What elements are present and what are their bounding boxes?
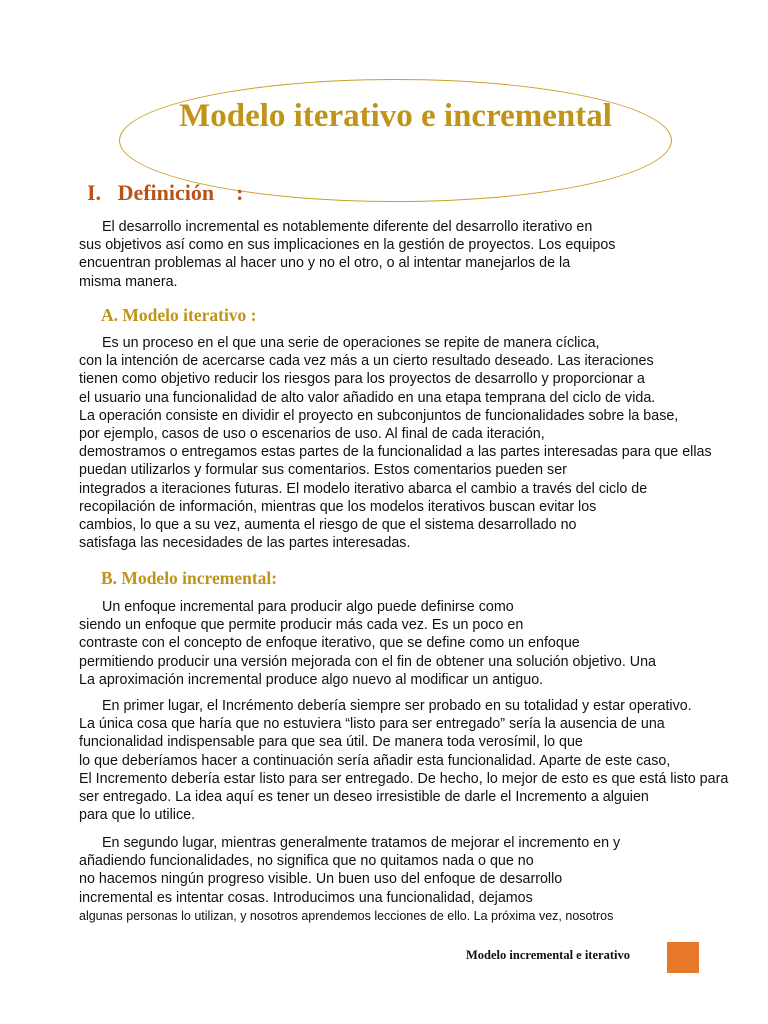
- paragraph-line: El Incremento debería estar listo para ser entregado. De hecho, lo mejor de esto es que está listo para: [79, 770, 729, 787]
- paragraph-line: En segundo lugar, mientras generalmente tratamos de mejorar el incremento en y: [102, 835, 621, 851]
- paragraph-line: cambios, lo que a su vez, aumenta el riesgo de que el sistema desarrollado no: [79, 516, 577, 533]
- footer-accent-square: [667, 942, 699, 973]
- paragraph-line: algunas personas lo utilizan, y nosotros aprendemos lecciones de ello. La próxima vez, nosotros: [79, 908, 614, 923]
- paragraph-line: con la intención de acercarse cada vez más a un cierto resultado deseado. Las iteraciones: [79, 353, 654, 370]
- paragraph-line: tienen como objetivo reducir los riesgos para los proyectos de desarrollo y proporcionar a: [79, 371, 645, 388]
- paragraph-line: recopilación de información, mientras que los modelos iterativos buscan evitar los: [79, 498, 597, 515]
- paragraph-line: demostramos o entregamos estas partes de la funcionalidad a las partes interesadas para que ellas: [79, 444, 712, 461]
- paragraph-line: misma manera.: [79, 273, 178, 290]
- section-colon: :: [236, 180, 244, 205]
- page-title: Modelo iterativo e incremental: [179, 98, 612, 134]
- paragraph-line: no hacemos ningún progreso visible. Un buen uso del enfoque de desarrollo: [79, 871, 563, 888]
- paragraph-line: puedan utilizarlos y formular sus comentarios. Estos comentarios pueden ser: [79, 462, 567, 479]
- incremental-paragraph-3: [79, 834, 620, 925]
- intro-paragraph: [79, 218, 615, 291]
- subheading-incremental: B. Modelo incremental:: [101, 568, 278, 588]
- section-title: Definición: [117, 180, 215, 205]
- paragraph-line: contraste con el concepto de enfoque iterativo, que se define como un enfoque: [79, 635, 580, 652]
- paragraph-line: lo que deberíamos hacer a continuación sería añadir esta funcionalidad. Aparte de este caso,: [79, 752, 671, 769]
- paragraph-line: Es un proceso en el que una serie de operaciones se repite de manera cíclica,: [102, 335, 600, 351]
- paragraph-line: satisfaga las necesidades de las partes interesadas.: [79, 535, 411, 552]
- paragraph-line: En primer lugar, el Incrémento debería siempre ser probado en su totalidad y estar operativo.: [102, 698, 692, 714]
- paragraph-line: funcionalidad indispensable para que sea útil. De manera toda verosímil, lo que: [79, 734, 583, 751]
- subheading-iterative: A. Modelo iterativo :: [101, 305, 257, 325]
- section-heading: [87, 180, 243, 206]
- paragraph-line: El desarrollo incremental es notablemente diferente del desarrollo iterativo en: [102, 219, 593, 235]
- paragraph-line: encuentran problemas al hacer uno y no el otro, o al intentar manejarlos de la: [79, 255, 571, 272]
- paragraph-line: por ejemplo, casos de uso o escenarios de uso. Al final de cada iteración,: [79, 425, 545, 442]
- paragraph-line: para que lo utilice.: [79, 807, 196, 824]
- section-numeral: I.: [87, 180, 102, 205]
- iterative-paragraph: [79, 334, 712, 552]
- paragraph-line: sus objetivos así como en sus implicaciones en la gestión de proyectos. Los equipos: [79, 237, 616, 254]
- paragraph-line: permitiendo producir una versión mejorada con el fin de obtener una solución objetivo. Una: [79, 653, 656, 670]
- paragraph-line: ser entregado. La idea aquí es tener un deseo irresistible de darle el Incremento a alguien: [79, 788, 649, 805]
- paragraph-line: integrados a iteraciones futuras. El modelo iterativo abarca el cambio a través del ciclo de: [79, 480, 648, 497]
- paragraph-line: La aproximación incremental produce algo nuevo al modificar un antiguo.: [79, 671, 544, 688]
- incremental-paragraph-2: [79, 697, 728, 824]
- paragraph-line: La única cosa que haría que no estuviera “listo para ser entregado” sería la ausencia de una: [79, 716, 665, 733]
- paragraph-line: el usuario una funcionalidad de alto valor añadido en una etapa temprana del ciclo de vida.: [79, 389, 656, 406]
- paragraph-line: Un enfoque incremental para producir algo puede definirse como: [102, 599, 514, 615]
- paragraph-line: incremental es intentar cosas. Introducimos una funcionalidad, dejamos: [79, 889, 533, 906]
- paragraph-line: siendo un enfoque que permite producir más cada vez. Es un poco en: [79, 617, 524, 634]
- incremental-paragraph-1: [79, 598, 656, 689]
- footer-label: Modelo incremental e iterativo: [466, 948, 630, 962]
- paragraph-line: añadiendo funcionalidades, no significa que no quitamos nada o que no: [79, 853, 534, 870]
- paragraph-line: La operación consiste en dividir el proyecto en subconjuntos de funcionalidades sobre la base,: [79, 407, 679, 424]
